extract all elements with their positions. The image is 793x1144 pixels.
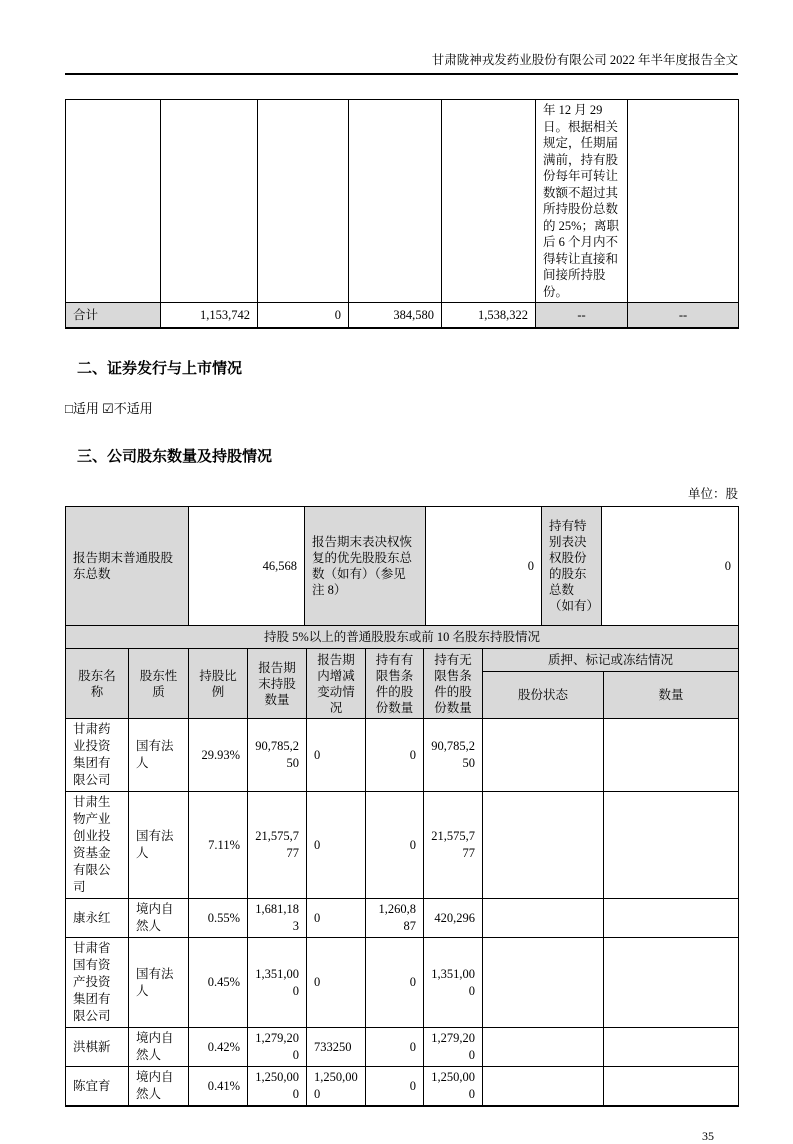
holder-name: 甘肃药业投资集团有限公司 — [66, 719, 129, 792]
section-2-title: 二、证券发行与上市情况 — [77, 360, 243, 377]
holder-shares-end: 1,351,000 — [248, 938, 307, 1028]
holder-pledge-status — [483, 938, 604, 1028]
holder-unrestricted: 21,575,777 — [424, 792, 483, 899]
page-number: 35 — [702, 1129, 714, 1143]
holder-name: 甘肃省国有资产投资集团有限公司 — [66, 938, 129, 1028]
holder-shares-end: 1,250,000 — [248, 1067, 307, 1107]
holder-change: 733250 — [307, 1028, 366, 1067]
table-header-row — [66, 649, 739, 672]
holder-nature: 国有法人 — [129, 792, 189, 899]
preferred-holders-label: 报告期末表决权恢复的优先股股东总数（如有）（参见注 8） — [305, 507, 426, 626]
holder-nature: 国有法人 — [129, 938, 189, 1028]
holder-ratio: 29.93% — [189, 719, 248, 792]
holder-restricted: 1,260,887 — [366, 899, 424, 938]
common-holders-value: 46,568 — [189, 507, 305, 626]
holder-pledge-qty — [604, 719, 739, 792]
holder-change: 0 — [307, 792, 366, 899]
holder-shares-end: 90,785,250 — [248, 719, 307, 792]
total-dash: -- — [536, 303, 628, 329]
col-header-name: 股东名称 — [66, 649, 129, 719]
holder-name: 康永红 — [66, 899, 129, 938]
holder-shares-end: 1,279,200 — [248, 1028, 307, 1067]
table-row — [66, 1067, 739, 1107]
holder-name: 洪棋新 — [66, 1028, 129, 1067]
table-row — [66, 719, 739, 792]
shareholder-summary-table — [65, 506, 739, 626]
holder-shares-end: 21,575,777 — [248, 792, 307, 899]
holder-ratio: 0.45% — [189, 938, 248, 1028]
preferred-holders-value: 0 — [426, 507, 542, 626]
col-header-shares-end: 报告期末持股数量 — [248, 649, 307, 719]
common-holders-label: 报告期末普通股股东总数 — [66, 507, 189, 626]
table-row — [66, 507, 739, 626]
lockup-note-cell: 年 12 月 29 日。根据相关规定，任期届满前，持有股份每年可转让数额不超过其所持股份总数的 25%；离职后 6 个月内不得转让直接和间接所持股份。 — [536, 100, 628, 303]
unit-label: 单位：股 — [687, 487, 738, 501]
col-header-ratio: 持股比例 — [189, 649, 248, 719]
holder-unrestricted: 1,250,000 — [424, 1067, 483, 1107]
holder-unrestricted: 420,296 — [424, 899, 483, 938]
checkbox-not-applicable: ☑不适用 — [102, 401, 153, 416]
col-header-unrestricted: 持有无限售条件的股份数量 — [424, 649, 483, 719]
total-value: 384,580 — [349, 303, 442, 329]
holder-pledge-status — [483, 1028, 604, 1067]
doc-header — [65, 0, 738, 75]
holder-ratio: 7.11% — [189, 792, 248, 899]
section-3-title: 三、公司股东数量及持股情况 — [77, 448, 273, 465]
holder-restricted: 0 — [366, 1028, 424, 1067]
total-value: 1,538,322 — [442, 303, 536, 329]
holder-restricted: 0 — [366, 1067, 424, 1107]
holder-unrestricted: 1,351,000 — [424, 938, 483, 1028]
empty-cell — [349, 100, 442, 303]
holder-nature: 境内自然人 — [129, 1028, 189, 1067]
table-row — [66, 100, 739, 303]
holder-ratio: 0.55% — [189, 899, 248, 938]
holder-shares-end: 1,681,183 — [248, 899, 307, 938]
special-voting-holders-label: 持有特别表决权股份的股东总数（如有） — [542, 507, 602, 626]
holder-restricted: 0 — [366, 792, 424, 899]
holder-ratio: 0.41% — [189, 1067, 248, 1107]
col-header-restricted: 持有有限售条件的股份数量 — [366, 649, 424, 719]
holder-nature: 国有法人 — [129, 719, 189, 792]
holder-restricted: 0 — [366, 938, 424, 1028]
holder-pledge-qty — [604, 1028, 739, 1067]
holder-pledge-qty — [604, 938, 739, 1028]
total-value: 0 — [258, 303, 349, 329]
holder-pledge-qty — [604, 1067, 739, 1107]
total-label: 合计 — [66, 303, 161, 329]
holder-change: 0 — [307, 719, 366, 792]
total-value: 1,153,742 — [161, 303, 258, 329]
checkbox-applicable: □适用 — [65, 401, 99, 416]
table-row — [66, 792, 739, 899]
empty-cell — [628, 100, 739, 303]
holder-restricted: 0 — [366, 719, 424, 792]
empty-cell — [161, 100, 258, 303]
holder-change: 0 — [307, 899, 366, 938]
col-header-pledge-qty: 数量 — [604, 672, 739, 719]
holder-pledge-qty — [604, 899, 739, 938]
holder-ratio: 0.42% — [189, 1028, 248, 1067]
col-header-pledge-status: 股份状态 — [483, 672, 604, 719]
col-header-nature: 股东性质 — [129, 649, 189, 719]
holder-pledge-status — [483, 719, 604, 792]
empty-cell — [66, 100, 161, 303]
col-header-pledge: 质押、标记或冻结情况 — [483, 649, 739, 672]
holder-unrestricted: 1,279,200 — [424, 1028, 483, 1067]
lockup-continuation-table — [65, 99, 739, 329]
empty-cell — [442, 100, 536, 303]
holder-unrestricted: 90,785,250 — [424, 719, 483, 792]
holder-pledge-status — [483, 899, 604, 938]
table-row — [66, 303, 739, 329]
table-row — [66, 938, 739, 1028]
top-shareholders-table — [65, 625, 739, 1107]
empty-cell — [258, 100, 349, 303]
doc-header-title: 甘肃陇神戎发药业股份有限公司 2022 年半年度报告全文 — [431, 53, 738, 67]
applicability-line — [65, 398, 738, 417]
holder-name: 甘肃生物产业创业投资基金有限公司 — [66, 792, 129, 899]
holder-name: 陈宜育 — [66, 1067, 129, 1107]
holder-nature: 境内自然人 — [129, 1067, 189, 1107]
holder-change: 0 — [307, 938, 366, 1028]
holder-pledge-qty — [604, 792, 739, 899]
span-title-cell: 持股 5%以上的普通股股东或前 10 名股东持股情况 — [66, 626, 739, 649]
page-content — [65, 0, 738, 1144]
special-voting-holders-value: 0 — [602, 507, 739, 626]
table-row — [66, 1028, 739, 1067]
holder-pledge-status — [483, 792, 604, 899]
total-dash: -- — [628, 303, 739, 329]
holder-nature: 境内自然人 — [129, 899, 189, 938]
col-header-change: 报告期内增减变动情况 — [307, 649, 366, 719]
table-row — [66, 626, 739, 649]
holder-pledge-status — [483, 1067, 604, 1107]
holder-change: 1,250,000 — [307, 1067, 366, 1107]
table-row — [66, 899, 739, 938]
